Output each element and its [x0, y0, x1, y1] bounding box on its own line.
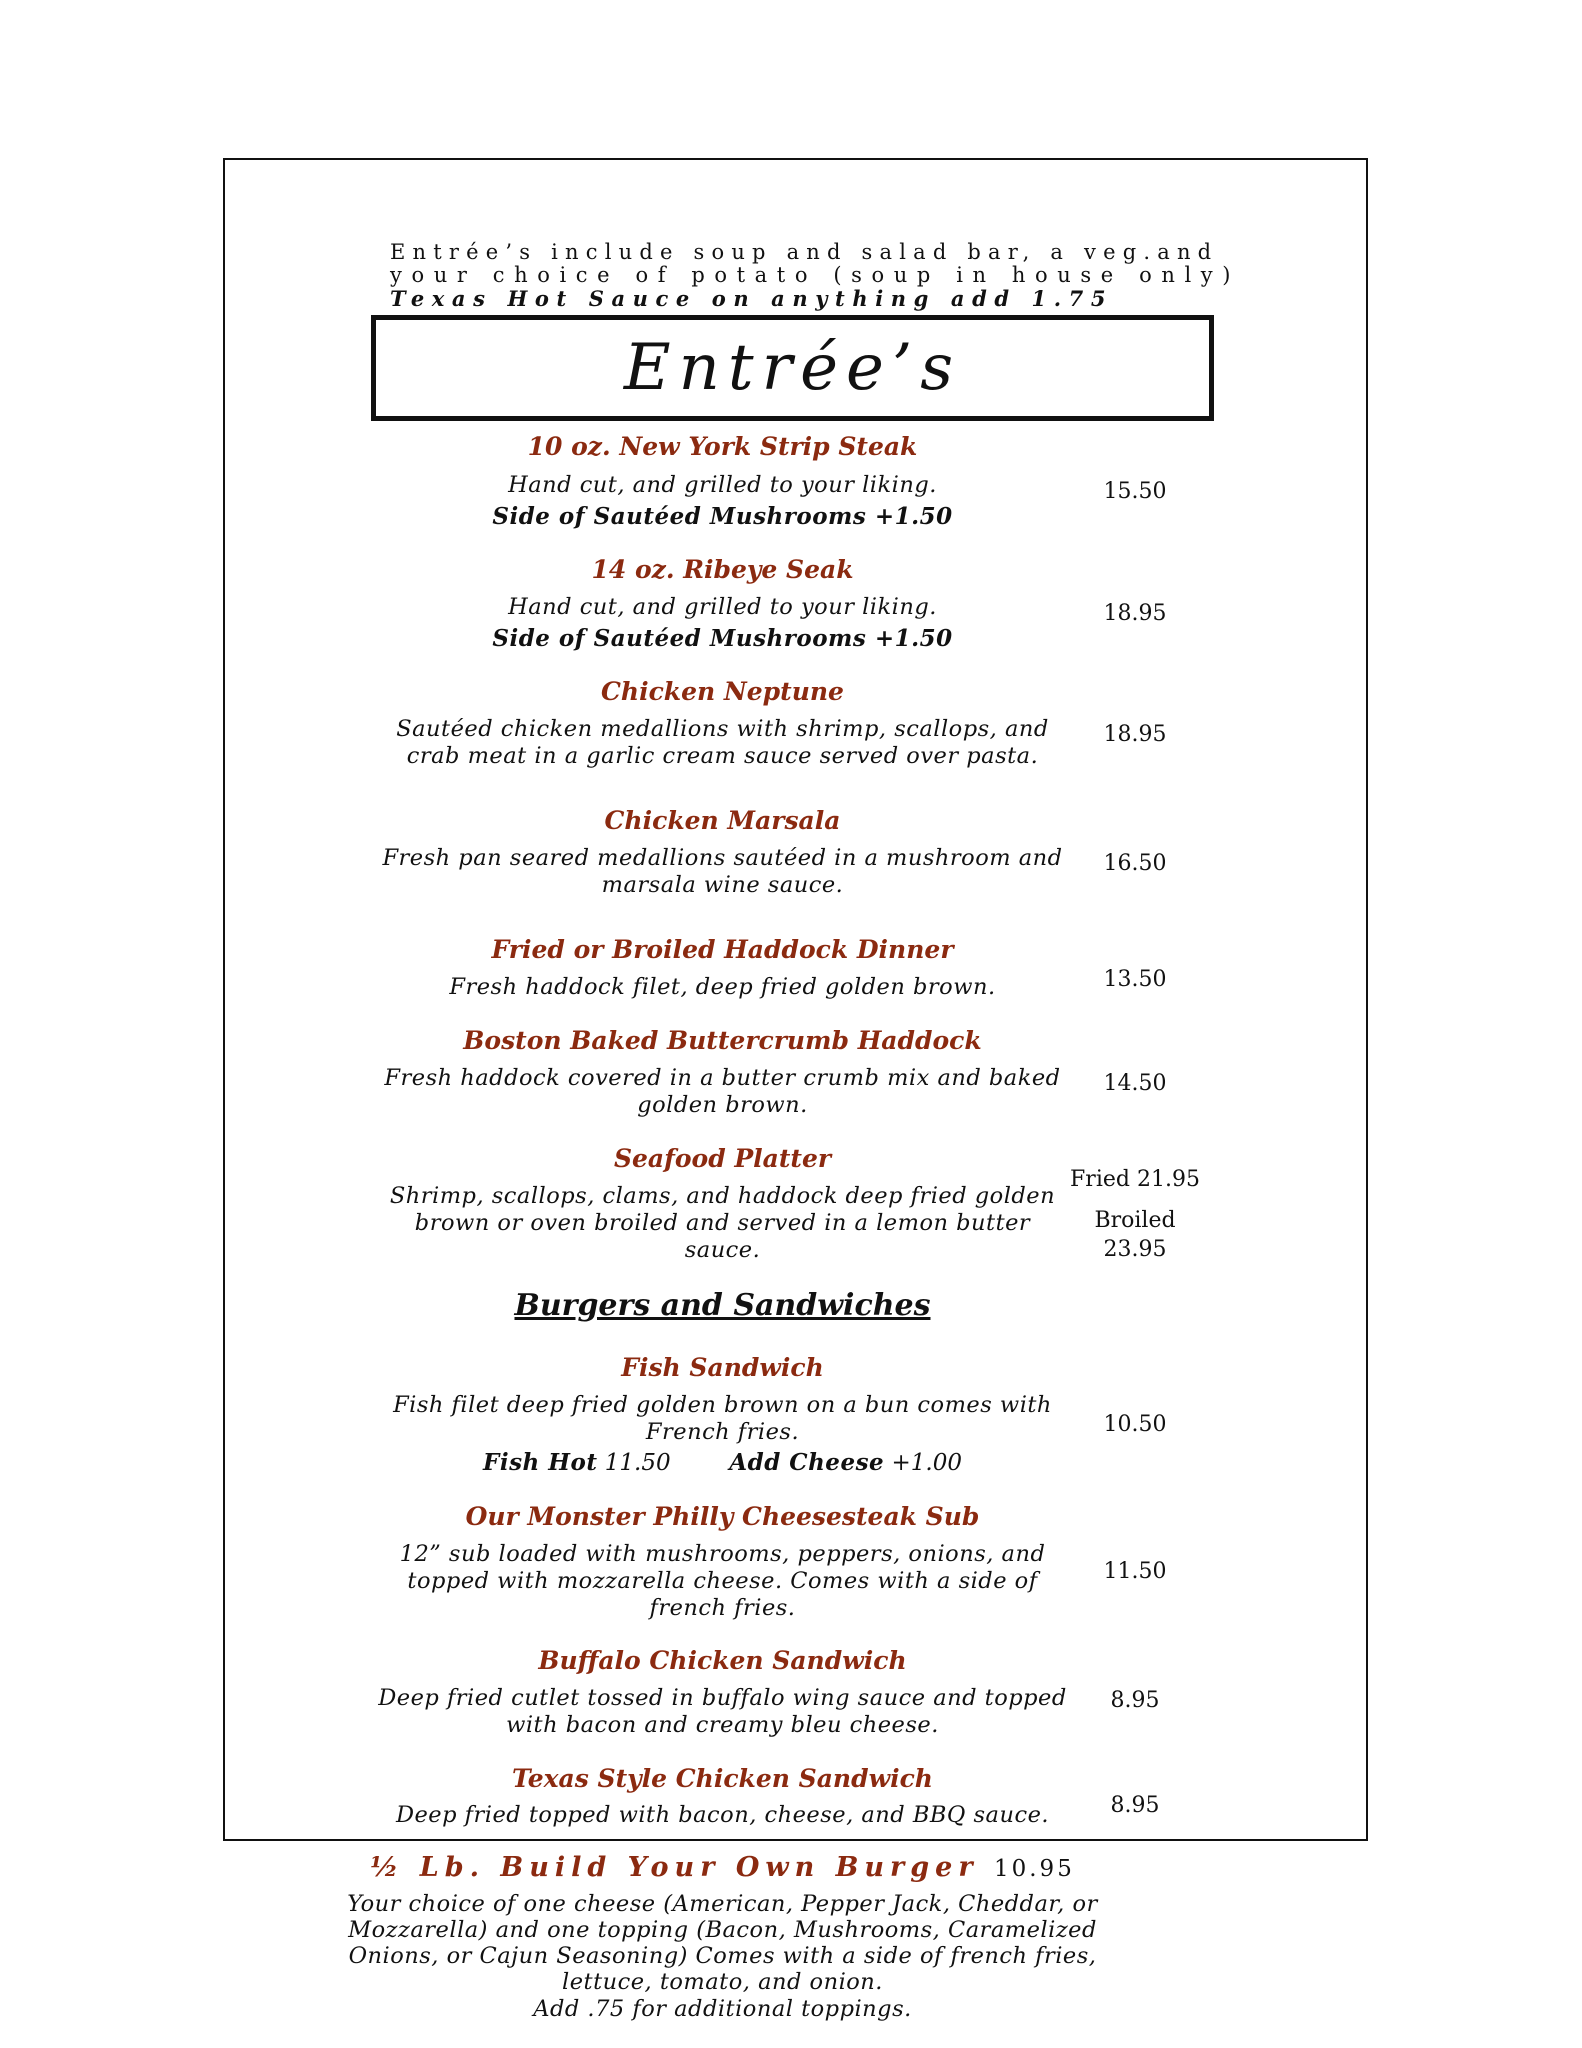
price-seafood-broiled-label: Broiled	[1094, 1208, 1176, 1233]
price-chicken-neptune: 18.95	[1103, 722, 1167, 747]
item-name-haddock-dinner: Fried or Broiled Haddock Dinner	[491, 935, 954, 964]
item-name-ny-strip: 10 oz. New York Strip Steak	[527, 432, 918, 461]
byo-desc-2: Mozzarella) and one topping (Bacon, Mushrooms, Caramelized	[348, 1917, 1097, 1943]
add-cheese-price: +1.00	[891, 1450, 962, 1476]
section-title-burgers: Burgers and Sandwiches	[514, 1288, 931, 1323]
byo-desc-5: Add .75 for additional toppings.	[533, 1996, 912, 2022]
byo-desc-1: Your choice of one cheese (American, Pepper Jack, Cheddar, or	[347, 1891, 1098, 1917]
item-desc-chicken-marsala-2: marsala wine sauce.	[601, 872, 844, 898]
item-desc-seafood-platter-3: sauce.	[684, 1237, 761, 1263]
price-buffalo: 8.95	[1110, 1688, 1160, 1713]
byo-burger-name: ½ Lb. Build Your Own Burger	[370, 1852, 979, 1883]
fish-hot-label: Fish Hot	[483, 1449, 598, 1476]
item-desc-ribeye: Hand cut, and grilled to your liking.	[508, 594, 937, 620]
item-desc-philly-2: topped with mozzarella cheese. Comes with a side of	[407, 1568, 1038, 1594]
item-desc-buffalo-1: Deep fried cutlet tossed in buffalo wing sauce and topped	[378, 1685, 1067, 1711]
item-desc-ny-strip: Hand cut, and grilled to your liking.	[508, 472, 937, 498]
item-side-ny-strip: Side of Sautéed Mushrooms +1.50	[492, 503, 953, 530]
item-desc-boston-haddock-1: Fresh haddock covered in a butter crumb mix and baked	[384, 1065, 1061, 1091]
fish-sandwich-options	[345, 1449, 1100, 1476]
intro-line-2: your choice of potato (soup in house only)	[390, 263, 1241, 287]
intro-line-1: Entrée’s include soup and salad bar, a veg.and	[390, 240, 1219, 264]
title-box	[371, 315, 1214, 421]
intro-line-3: Texas Hot Sauce on anything add 1.75	[390, 286, 1114, 311]
item-desc-chicken-marsala-1: Fresh pan seared medallions sautéed in a mushroom and	[382, 845, 1063, 871]
item-desc-buffalo-2: with bacon and creamy bleu cheese.	[506, 1712, 939, 1738]
item-desc-chicken-neptune-1: Sautéed chicken medallions with shrimp, scallops, and	[396, 716, 1049, 742]
item-desc-seafood-platter-1: Shrimp, scallops, clams, and haddock deep fried golden	[389, 1183, 1056, 1209]
item-name-buffalo: Buffalo Chicken Sandwich	[538, 1646, 907, 1675]
byo-burger-heading	[345, 1852, 1100, 1883]
item-desc-fish-sandwich-1: Fish filet deep fried golden brown on a bun comes with	[393, 1392, 1052, 1418]
price-seafood-fried: Fried 21.95	[1070, 1167, 1200, 1192]
price-chicken-marsala: 16.50	[1103, 851, 1167, 876]
price-seafood-broiled: 23.95	[1103, 1237, 1167, 1262]
item-name-fish-sandwich: Fish Sandwich	[621, 1353, 824, 1382]
item-desc-boston-haddock-2: golden brown.	[637, 1092, 808, 1118]
byo-burger-price: 10.95	[993, 1856, 1075, 1882]
item-desc-philly-3: french fries.	[649, 1595, 796, 1621]
item-name-philly: Our Monster Philly Cheesesteak Sub	[465, 1502, 980, 1531]
page-title: Entrée’s	[623, 331, 962, 405]
item-desc-haddock-dinner: Fresh haddock filet, deep fried golden brown.	[449, 974, 996, 1000]
item-name-boston-haddock: Boston Baked Buttercrumb Haddock	[463, 1026, 982, 1055]
item-name-texas-chicken: Texas Style Chicken Sandwich	[512, 1764, 933, 1793]
add-cheese-label: Add Cheese	[729, 1449, 885, 1476]
item-desc-fish-sandwich-2: French fries.	[645, 1419, 800, 1445]
item-name-ribeye: 14 oz. Ribeye Seak	[591, 555, 854, 584]
price-haddock-dinner: 13.50	[1103, 967, 1167, 992]
fish-hot-price: 11.50	[604, 1450, 671, 1476]
price-boston-haddock: 14.50	[1103, 1071, 1167, 1096]
price-philly: 11.50	[1103, 1559, 1167, 1584]
item-desc-seafood-platter-2: brown or oven broiled and served in a lemon butter	[414, 1210, 1031, 1236]
price-ribeye: 18.95	[1103, 601, 1167, 626]
price-ny-strip: 15.50	[1103, 479, 1167, 504]
item-side-ribeye: Side of Sautéed Mushrooms +1.50	[492, 625, 953, 652]
price-texas-chicken: 8.95	[1110, 1793, 1160, 1818]
item-name-chicken-neptune: Chicken Neptune	[601, 677, 844, 706]
byo-desc-4: lettuce, tomato, and onion.	[562, 1969, 883, 1995]
item-desc-texas-chicken: Deep fried topped with bacon, cheese, and BBQ sauce.	[395, 1802, 1050, 1828]
item-desc-philly-1: 12” sub loaded with mushrooms, peppers, onions, and	[399, 1541, 1046, 1567]
item-name-seafood-platter: Seafood Platter	[613, 1144, 832, 1173]
item-desc-chicken-neptune-2: crab meat in a garlic cream sauce served over pasta.	[406, 743, 1039, 769]
price-fish-sandwich: 10.50	[1103, 1412, 1167, 1437]
frame-bottom-edge	[223, 1839, 1368, 1841]
byo-desc-3: Onions, or Cajun Seasoning) Comes with a side of french fries,	[348, 1943, 1097, 1969]
item-name-chicken-marsala: Chicken Marsala	[604, 806, 841, 835]
